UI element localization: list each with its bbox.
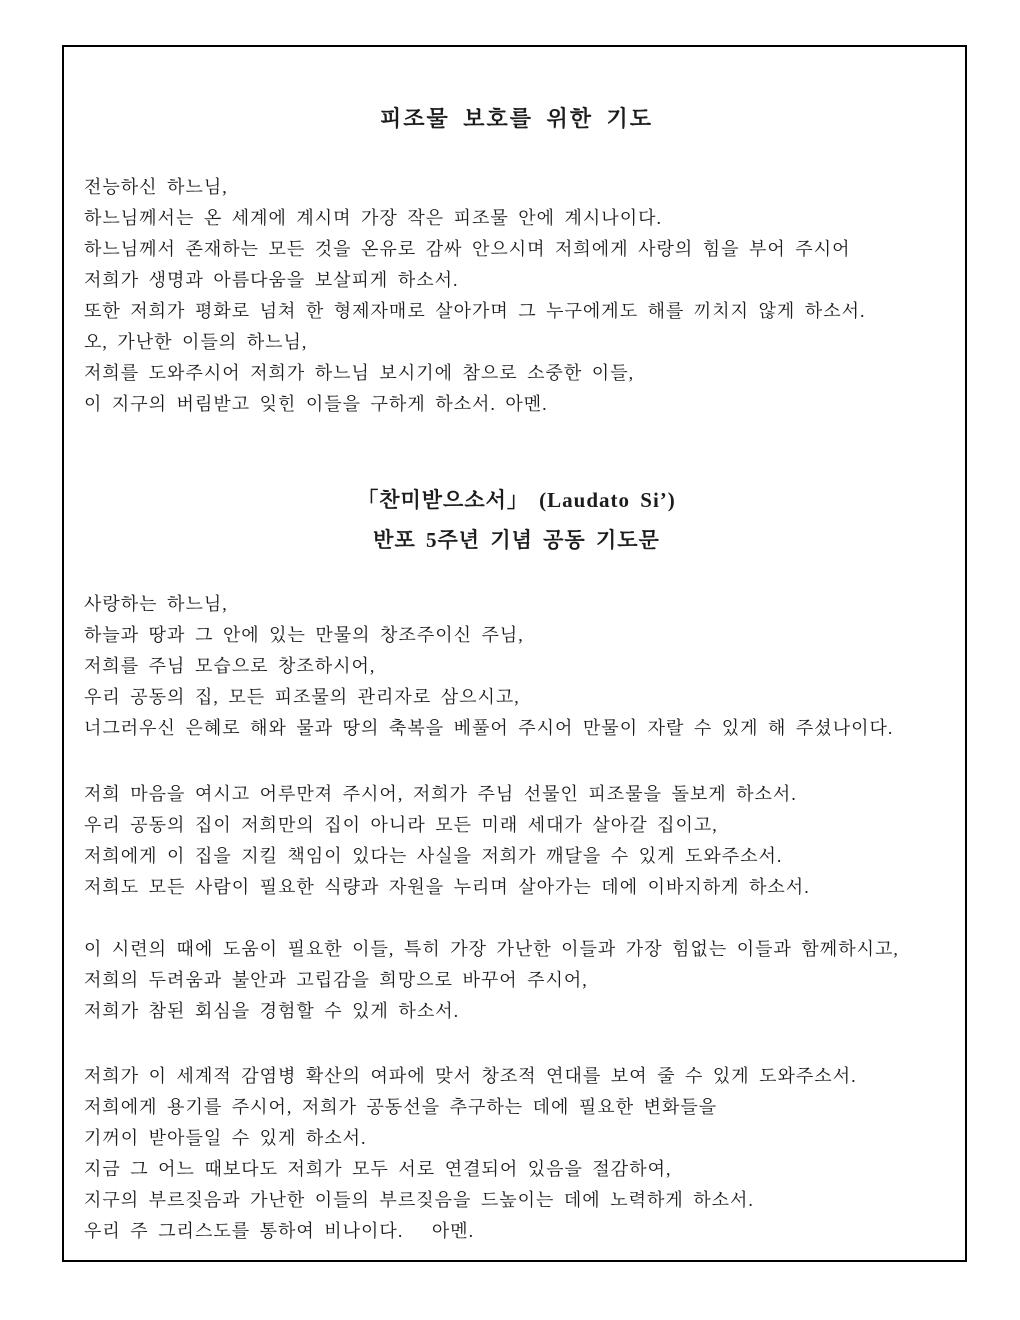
text-line: 지구의 부르짖음과 가난한 이들의 부르짖음을 드높이는 데에 노력하게 하소서.: [84, 1190, 754, 1210]
text-line: 저희의 두려움과 불안과 고립감을 희망으로 바꾸어 주시어,: [84, 970, 588, 990]
text-line: 저희에게 용기를 주시어, 저희가 공동선을 추구하는 데에 필요한 변화들을: [84, 1097, 718, 1117]
prayer2-title: [84, 480, 949, 560]
prayer2-title-line2: 반포 5주년 기념 공동 기도문: [373, 528, 660, 552]
prayer2-stanza-4: [84, 1061, 949, 1247]
text-line: 저희도 모든 사람이 필요한 식량과 자원을 누리며 살아가는 데에 이바지하게 하소서.: [84, 877, 810, 897]
prayer2-stanza-3: [84, 934, 949, 1027]
prayer2-stanza-2: [84, 779, 949, 903]
text-line: 하느님께서 존재하는 모든 것을 온유로 감싸 안으시며 저희에게 사랑의 힘을 부어 주시어: [84, 239, 851, 259]
text-line: 저희가 참된 회심을 경험할 수 있게 하소서.: [84, 1001, 460, 1021]
prayer1-body: [84, 172, 949, 420]
text-line: 저희를 주님 모습으로 창조하시어,: [84, 656, 376, 676]
text-line: 사랑하는 하느님,: [84, 594, 228, 614]
text-line: 저희가 이 세계적 감염병 확산의 여파에 맞서 창조적 연대를 보여 줄 수 있게 도와주소서.: [84, 1066, 857, 1086]
text-line: 너그러우신 은혜로 해와 물과 땅의 축복을 베풀어 주시어 만물이 자랄 수 있게 해 주셨나이다.: [84, 718, 894, 738]
text-line: 기꺼이 받아들일 수 있게 하소서.: [84, 1128, 367, 1148]
text-line: 오, 가난한 이들의 하느님,: [84, 332, 308, 352]
text-line: 이 지구의 버림받고 잊힌 이들을 구하게 하소서. 아멘.: [84, 394, 548, 414]
text-line: 하느님께서는 온 세계에 계시며 가장 작은 피조물 안에 계시나이다.: [84, 208, 662, 228]
text-line: 또한 저희가 평화로 넘쳐 한 형제자매로 살아가며 그 누구에게도 해를 끼치지 않게 하소서.: [84, 301, 866, 321]
text-line: 우리 공동의 집, 모든 피조물의 관리자로 삼으시고,: [84, 687, 520, 707]
text-line: 저희를 도와주시어 저희가 하느님 보시기에 참으로 소중한 이들,: [84, 363, 635, 383]
prayer2-stanza-1: [84, 589, 949, 744]
text-line: 우리 주 그리스도를 통하여 비나이다. 아멘.: [84, 1221, 475, 1241]
text-line: 지금 그 어느 때보다도 저희가 모두 서로 연결되어 있음을 절감하여,: [84, 1159, 672, 1179]
text-line: 전능하신 하느님,: [84, 177, 228, 197]
prayer1-title: 피조물 보호를 위한 기도: [379, 106, 654, 131]
text-line: 저희에게 이 집을 지킬 책임이 있다는 사실을 저희가 깨달을 수 있게 도와주소서.: [84, 846, 783, 866]
prayer2-title-line1: 「찬미받으소서」 (Laudato Si’): [357, 488, 676, 512]
text-line: 저희 마음을 여시고 어루만져 주시어, 저희가 주님 선물인 피조물을 돌보게 하소서.: [84, 784, 797, 804]
text-line: 저희가 생명과 아름다움을 보살피게 하소서.: [84, 270, 459, 290]
text-line: 우리 공동의 집이 저희만의 집이 아니라 모든 미래 세대가 살아갈 집이고,: [84, 815, 718, 835]
text-line: 이 시련의 때에 도움이 필요한 이들, 특히 가장 가난한 이들과 가장 힘없는 이들과 함께하시고,: [84, 939, 899, 959]
document-border-frame: [62, 45, 967, 1262]
text-line: 하늘과 땅과 그 안에 있는 만물의 창조주이신 주님,: [84, 625, 524, 645]
